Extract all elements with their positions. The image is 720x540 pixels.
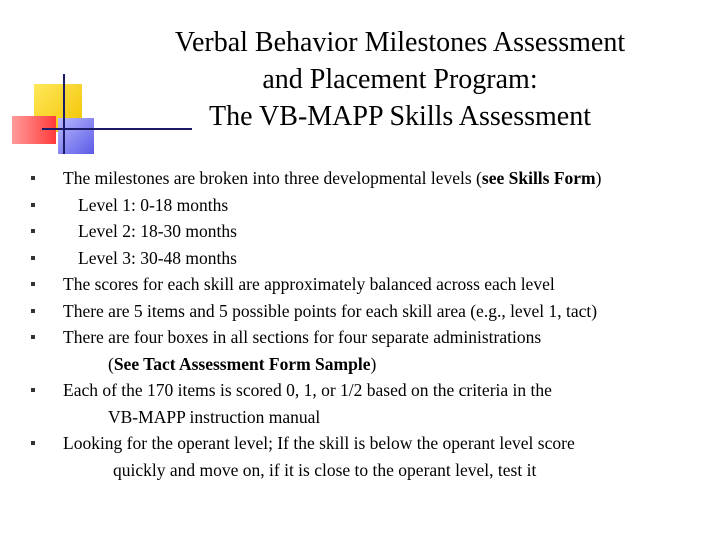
- bullet-continuation: quickly and move on, if it is close to the operant level, test it: [113, 459, 537, 480]
- bullet-text: Each of the 170 items is scored 0, 1, or 1/2 based on the criteria in the: [63, 380, 552, 400]
- bullet-text: Looking for the operant level; If the skill is below the operant level score: [63, 433, 575, 453]
- bullet-item-level-2: [0, 218, 720, 245]
- bullet-item-170-items: [0, 377, 720, 430]
- logo-red-bar: [12, 116, 56, 144]
- bullet-item-items-points: [0, 298, 720, 325]
- bullet-icon: [31, 335, 35, 339]
- paren-close: ): [370, 353, 377, 374]
- bullet-text: There are 5 items and 5 possible points for each skill area (e.g., level 1, tact): [63, 300, 598, 321]
- bullet-text: The scores for each skill are approximately balanced across each level: [63, 274, 555, 294]
- bullet-text-close: ): [595, 168, 602, 188]
- bullet-continuation: VB-MAPP instruction manual: [108, 406, 321, 427]
- title-line-1: Verbal Behavior Milestones Assessment: [174, 27, 626, 58]
- level-3-text: Level 3: 30-48 months: [78, 247, 237, 268]
- bullet-item-level-3: [0, 245, 720, 272]
- paren-open: (: [108, 353, 114, 374]
- level-1-text: Level 1: 0-18 months: [78, 194, 229, 215]
- bullet-icon: [31, 441, 35, 445]
- bullet-icon: [31, 176, 35, 180]
- slide-title: [100, 24, 700, 135]
- logo-vertical-line: [63, 74, 65, 154]
- bullet-item-levels: [0, 165, 720, 192]
- level-2-text: Level 2: 18-30 months: [78, 221, 237, 241]
- bullet-icon: [31, 256, 35, 260]
- bullet-item-four-boxes: [0, 324, 720, 377]
- bullet-text: The milestones are broken into three developmental levels (: [63, 168, 482, 188]
- tact-form-reference: See Tact Assessment Form Sample: [113, 353, 371, 374]
- bullet-icon: [31, 309, 35, 313]
- bullet-icon: [31, 388, 35, 392]
- bullet-item-level-1: [0, 192, 720, 219]
- title-line-3: The VB-MAPP Skills Assessment: [209, 101, 591, 132]
- bullet-item-operant-level: [0, 430, 720, 483]
- bullet-icon: [31, 203, 35, 207]
- bullet-text: There are four boxes in all sections for four separate administrations: [63, 327, 542, 347]
- title-line-2: and Placement Program:: [262, 64, 538, 95]
- bullet-icon: [31, 229, 35, 233]
- bullet-icon: [31, 282, 35, 286]
- skills-form-reference: see Skills Form: [481, 168, 596, 188]
- bullet-list: [0, 165, 720, 483]
- bullet-item-scores-balanced: [0, 271, 720, 298]
- bullet-continuation: [63, 351, 720, 378]
